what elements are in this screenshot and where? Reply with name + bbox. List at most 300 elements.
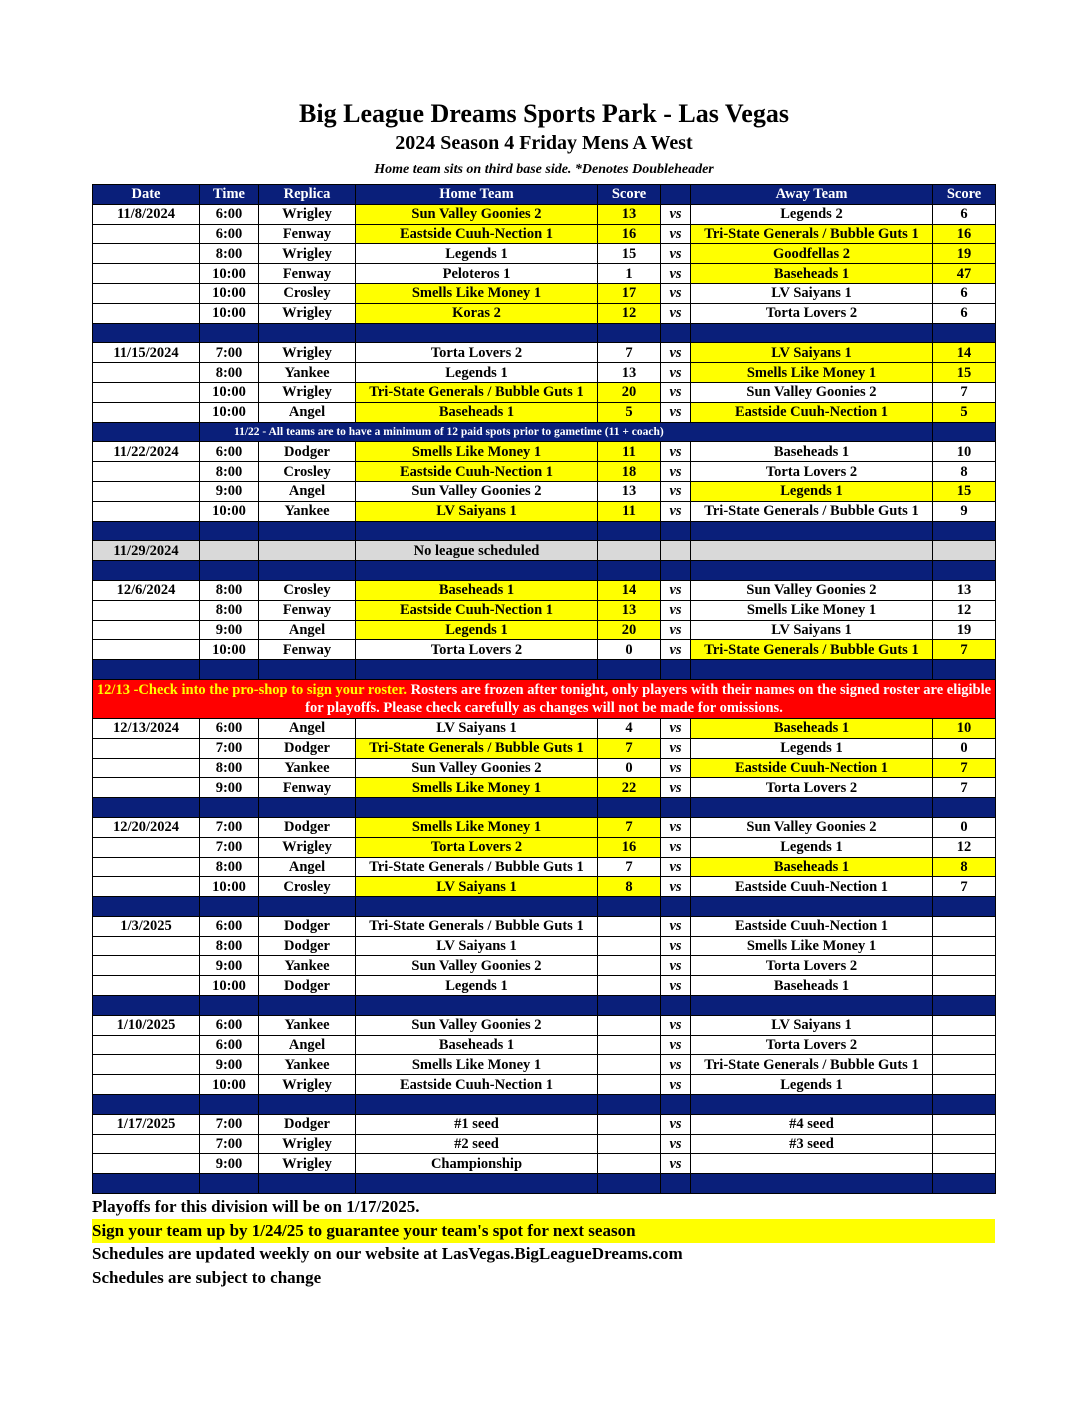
separator-cell: [93, 521, 200, 541]
game-time: 9:00: [200, 620, 259, 640]
separator-cell: [356, 996, 598, 1016]
home-team: #1 seed: [356, 1114, 598, 1134]
separator-cell: [691, 798, 933, 818]
separator-cell: [356, 660, 598, 680]
game-row: [93, 620, 996, 640]
away-team: Baseheads 1: [691, 264, 933, 284]
separator-cell: [661, 798, 691, 818]
empty-cell: [200, 541, 259, 561]
game-replica-field: Yankee: [259, 956, 356, 976]
game-replica-field: Fenway: [259, 264, 356, 284]
home-score: 12: [598, 303, 661, 323]
game-time: 6:00: [200, 204, 259, 224]
game-row: [93, 363, 996, 383]
home-score: 8: [598, 877, 661, 897]
away-score: 5: [933, 402, 996, 422]
header-home-team: Home Team: [356, 185, 598, 205]
separator-cell: [598, 798, 661, 818]
game-replica-field: Dodger: [259, 817, 356, 837]
separator-cell: [661, 521, 691, 541]
game-time: 10:00: [200, 877, 259, 897]
separator-cell: [598, 1095, 661, 1115]
game-replica-field: Dodger: [259, 976, 356, 996]
game-row: [93, 738, 996, 758]
game-row: [93, 1075, 996, 1095]
empty-cell: [933, 541, 996, 561]
vs-label: vs: [661, 1055, 691, 1075]
vs-label: vs: [661, 817, 691, 837]
home-score: 7: [598, 817, 661, 837]
website-note: Schedules are updated weekly on our website at LasVegas.BigLeagueDreams.com: [92, 1244, 683, 1263]
separator-cell: [93, 660, 200, 680]
game-date: [93, 1035, 200, 1055]
home-score: 4: [598, 718, 661, 738]
game-replica-field: Wrigley: [259, 204, 356, 224]
away-score: [933, 956, 996, 976]
home-team: Legends 1: [356, 244, 598, 264]
header-away-score: Score: [933, 185, 996, 205]
empty-cell: [691, 541, 933, 561]
away-team: Sun Valley Goonies 2: [691, 382, 933, 402]
game-time: 10:00: [200, 501, 259, 521]
separator-cell: [259, 1095, 356, 1115]
separator-cell: [356, 897, 598, 917]
away-team: Baseheads 1: [691, 857, 933, 877]
game-time: 6:00: [200, 1035, 259, 1055]
home-score: [598, 916, 661, 936]
separator-cell: [200, 660, 259, 680]
home-score: [598, 1154, 661, 1174]
away-team: LV Saiyans 1: [691, 283, 933, 303]
game-date: [93, 501, 200, 521]
separator-cell: [200, 561, 259, 581]
vs-label: vs: [661, 382, 691, 402]
home-team: LV Saiyans 1: [356, 718, 598, 738]
game-date: [93, 283, 200, 303]
game-time: 9:00: [200, 481, 259, 501]
signup-banner: Sign your team up by 1/24/25 to guarantee your team's spot for next season: [92, 1219, 995, 1243]
separator-cell: [200, 1095, 259, 1115]
no-league-row: [93, 541, 996, 561]
game-replica-field: Dodger: [259, 442, 356, 462]
game-replica-field: Crosley: [259, 580, 356, 600]
away-score: 7: [933, 778, 996, 798]
separator-cell: [933, 422, 996, 442]
vs-label: vs: [661, 343, 691, 363]
game-date: [93, 1154, 200, 1174]
home-score: 7: [598, 857, 661, 877]
game-date: 1/17/2025: [93, 1114, 200, 1134]
home-score: [598, 1035, 661, 1055]
vs-label: vs: [661, 363, 691, 383]
away-team: Legends 1: [691, 738, 933, 758]
away-team: Tri-State Generals / Bubble Guts 1: [691, 1055, 933, 1075]
separator-cell: [691, 561, 933, 581]
game-time: 10:00: [200, 303, 259, 323]
game-row: [93, 343, 996, 363]
empty-cell: [661, 541, 691, 561]
vs-label: vs: [661, 600, 691, 620]
home-team: Sun Valley Goonies 2: [356, 481, 598, 501]
game-time: 8:00: [200, 758, 259, 778]
separator-cell: [691, 897, 933, 917]
vs-label: vs: [661, 204, 691, 224]
game-row: [93, 442, 996, 462]
game-row: [93, 1035, 996, 1055]
header-home-score: Score: [598, 185, 661, 205]
home-score: 16: [598, 224, 661, 244]
home-score: 16: [598, 837, 661, 857]
game-replica-field: Wrigley: [259, 837, 356, 857]
away-team: Eastside Cuuh-Nection 1: [691, 916, 933, 936]
home-team: Smells Like Money 1: [356, 817, 598, 837]
separator-cell: [933, 897, 996, 917]
away-team: Legends 1: [691, 481, 933, 501]
separator-cell: [200, 521, 259, 541]
game-date: [93, 402, 200, 422]
week-separator: [93, 1174, 996, 1194]
game-row: [93, 580, 996, 600]
away-team: Sun Valley Goonies 2: [691, 580, 933, 600]
roster-alert: [93, 679, 996, 718]
away-score: 47: [933, 264, 996, 284]
home-team: Legends 1: [356, 363, 598, 383]
vs-label: vs: [661, 620, 691, 640]
home-score: 20: [598, 620, 661, 640]
separator-cell: [200, 323, 259, 343]
game-time: 9:00: [200, 956, 259, 976]
home-team: Tri-State Generals / Bubble Guts 1: [356, 738, 598, 758]
game-time: 8:00: [200, 363, 259, 383]
separator-cell: [356, 561, 598, 581]
away-score: 13: [933, 580, 996, 600]
home-score: [598, 1055, 661, 1075]
away-team: Smells Like Money 1: [691, 936, 933, 956]
away-team: #3 seed: [691, 1134, 933, 1154]
away-score: [933, 1154, 996, 1174]
game-time: 10:00: [200, 264, 259, 284]
away-team: Tri-State Generals / Bubble Guts 1: [691, 501, 933, 521]
game-replica-field: Dodger: [259, 936, 356, 956]
game-time: 8:00: [200, 936, 259, 956]
home-score: 0: [598, 758, 661, 778]
away-score: 8: [933, 857, 996, 877]
game-date: [93, 600, 200, 620]
game-replica-field: Crosley: [259, 877, 356, 897]
game-row: [93, 1154, 996, 1174]
change-note: Schedules are subject to change: [92, 1268, 322, 1287]
separator-cell: [93, 1095, 200, 1115]
separator-cell: [93, 561, 200, 581]
vs-label: vs: [661, 501, 691, 521]
game-replica-field: Dodger: [259, 1114, 356, 1134]
away-score: 15: [933, 481, 996, 501]
away-score: 10: [933, 718, 996, 738]
game-date: [93, 1055, 200, 1075]
separator-cell: [356, 798, 598, 818]
vs-label: vs: [661, 916, 691, 936]
away-score: 7: [933, 758, 996, 778]
game-time: 6:00: [200, 224, 259, 244]
schedule-body: [93, 204, 996, 1193]
away-score: 0: [933, 817, 996, 837]
away-score: 6: [933, 204, 996, 224]
vs-label: vs: [661, 956, 691, 976]
home-score: 1: [598, 264, 661, 284]
separator-cell: [200, 1174, 259, 1194]
game-date: [93, 382, 200, 402]
away-score: 12: [933, 837, 996, 857]
home-score: 18: [598, 462, 661, 482]
game-date: [93, 620, 200, 640]
header-replica: Replica: [259, 185, 356, 205]
home-score: 13: [598, 363, 661, 383]
game-date: 11/15/2024: [93, 343, 200, 363]
away-score: [933, 1055, 996, 1075]
away-score: 6: [933, 283, 996, 303]
separator-cell: [691, 1095, 933, 1115]
separator-cell: [598, 323, 661, 343]
game-row: [93, 501, 996, 521]
game-date: 12/6/2024: [93, 580, 200, 600]
home-score: 22: [598, 778, 661, 798]
away-score: 16: [933, 224, 996, 244]
game-date: [93, 264, 200, 284]
game-row: [93, 857, 996, 877]
game-date: 12/20/2024: [93, 817, 200, 837]
home-score: 13: [598, 481, 661, 501]
away-score: 7: [933, 877, 996, 897]
home-score: 13: [598, 204, 661, 224]
separator-cell: [933, 996, 996, 1016]
game-replica-field: Wrigley: [259, 244, 356, 264]
header-row: [93, 185, 996, 205]
home-team: Tri-State Generals / Bubble Guts 1: [356, 382, 598, 402]
game-date: [93, 481, 200, 501]
header-time: Time: [200, 185, 259, 205]
game-replica-field: Angel: [259, 857, 356, 877]
vs-label: vs: [661, 1075, 691, 1095]
game-row: [93, 758, 996, 778]
vs-label: vs: [661, 580, 691, 600]
game-date: [93, 837, 200, 857]
game-replica-field: Wrigley: [259, 1075, 356, 1095]
away-score: [933, 936, 996, 956]
home-team: Sun Valley Goonies 2: [356, 1015, 598, 1035]
game-row: [93, 224, 996, 244]
away-team: Eastside Cuuh-Nection 1: [691, 877, 933, 897]
away-score: [933, 1075, 996, 1095]
separator-cell: [661, 996, 691, 1016]
game-row: [93, 640, 996, 660]
vs-label: vs: [661, 857, 691, 877]
separator-cell: [661, 897, 691, 917]
separator-cell: [933, 561, 996, 581]
game-time: 7:00: [200, 1114, 259, 1134]
week-separator: [93, 897, 996, 917]
game-replica-field: Fenway: [259, 640, 356, 660]
game-time: 7:00: [200, 1134, 259, 1154]
vs-label: vs: [661, 264, 691, 284]
game-row: [93, 462, 996, 482]
away-score: 0: [933, 738, 996, 758]
home-team: Eastside Cuuh-Nection 1: [356, 600, 598, 620]
separator-cell: [661, 323, 691, 343]
vs-label: vs: [661, 224, 691, 244]
away-team: Torta Lovers 2: [691, 1035, 933, 1055]
home-team: Sun Valley Goonies 2: [356, 204, 598, 224]
away-team: Smells Like Money 1: [691, 363, 933, 383]
game-row: [93, 244, 996, 264]
home-team: Legends 1: [356, 976, 598, 996]
home-score: 11: [598, 442, 661, 462]
game-date: 11/22/2024: [93, 442, 200, 462]
game-time: 6:00: [200, 916, 259, 936]
vs-label: vs: [661, 758, 691, 778]
notice-text: 11/22 - All teams are to have a minimum of 12 paid spots prior to gametime (11 + coach): [200, 422, 933, 442]
separator-cell: [93, 323, 200, 343]
game-date: [93, 956, 200, 976]
empty-cell: [598, 541, 661, 561]
home-score: [598, 1075, 661, 1095]
game-date: 11/8/2024: [93, 204, 200, 224]
away-score: 19: [933, 620, 996, 640]
playoffs-note: Playoffs for this division will be on 1/17/2025.: [92, 1197, 420, 1216]
away-team: [691, 1154, 933, 1174]
away-team: Smells Like Money 1: [691, 600, 933, 620]
away-team: Torta Lovers 2: [691, 956, 933, 976]
game-replica-field: Fenway: [259, 224, 356, 244]
game-time: 10:00: [200, 402, 259, 422]
game-date: [93, 640, 200, 660]
game-replica-field: Fenway: [259, 778, 356, 798]
separator-cell: [200, 897, 259, 917]
home-team: Tri-State Generals / Bubble Guts 1: [356, 916, 598, 936]
game-row: [93, 283, 996, 303]
game-date: [93, 738, 200, 758]
game-date: 11/29/2024: [93, 541, 200, 561]
separator-cell: [661, 1095, 691, 1115]
home-score: [598, 1015, 661, 1035]
game-row: [93, 1015, 996, 1035]
separator-cell: [661, 660, 691, 680]
separator-cell: [933, 521, 996, 541]
game-date: [93, 224, 200, 244]
home-team: Eastside Cuuh-Nection 1: [356, 1075, 598, 1095]
home-score: 11: [598, 501, 661, 521]
separator-cell: [598, 897, 661, 917]
separator-cell: [93, 1174, 200, 1194]
home-score: 15: [598, 244, 661, 264]
separator-cell: [259, 561, 356, 581]
week-separator: [93, 521, 996, 541]
game-replica-field: Wrigley: [259, 343, 356, 363]
separator-cell: [598, 660, 661, 680]
home-score: [598, 936, 661, 956]
game-replica-field: Crosley: [259, 283, 356, 303]
game-date: 1/3/2025: [93, 916, 200, 936]
home-score: [598, 1134, 661, 1154]
game-time: 9:00: [200, 778, 259, 798]
home-team: Smells Like Money 1: [356, 778, 598, 798]
home-team: Sun Valley Goonies 2: [356, 956, 598, 976]
game-replica-field: Yankee: [259, 1015, 356, 1035]
game-row: [93, 1055, 996, 1075]
away-team: Tri-State Generals / Bubble Guts 1: [691, 224, 933, 244]
game-replica-field: Fenway: [259, 600, 356, 620]
game-time: 9:00: [200, 1055, 259, 1075]
vs-label: vs: [661, 1134, 691, 1154]
week-separator: [93, 996, 996, 1016]
separator-cell: [259, 1174, 356, 1194]
game-date: [93, 1075, 200, 1095]
home-team: Sun Valley Goonies 2: [356, 758, 598, 778]
away-score: [933, 1035, 996, 1055]
separator-cell: [259, 897, 356, 917]
away-team: Legends 1: [691, 1075, 933, 1095]
game-row: [93, 718, 996, 738]
game-row: [93, 778, 996, 798]
away-score: 9: [933, 501, 996, 521]
game-replica-field: Yankee: [259, 363, 356, 383]
game-time: 8:00: [200, 600, 259, 620]
game-date: [93, 244, 200, 264]
home-score: [598, 956, 661, 976]
vs-label: vs: [661, 718, 691, 738]
roster-alert-row: [93, 679, 996, 718]
separator-cell: [356, 521, 598, 541]
away-score: 15: [933, 363, 996, 383]
away-team: LV Saiyans 1: [691, 343, 933, 363]
game-row: [93, 1114, 996, 1134]
separator-cell: [598, 1174, 661, 1194]
separator-cell: [93, 996, 200, 1016]
game-replica-field: Crosley: [259, 462, 356, 482]
away-score: [933, 1134, 996, 1154]
separator-cell: [933, 660, 996, 680]
away-score: 19: [933, 244, 996, 264]
game-time: 6:00: [200, 442, 259, 462]
game-row: [93, 976, 996, 996]
game-date: [93, 1134, 200, 1154]
away-team: Goodfellas 2: [691, 244, 933, 264]
home-score: 20: [598, 382, 661, 402]
separator-cell: [598, 996, 661, 1016]
separator-cell: [598, 561, 661, 581]
game-row: [93, 956, 996, 976]
home-score: [598, 1114, 661, 1134]
separator-cell: [356, 323, 598, 343]
game-time: 8:00: [200, 244, 259, 264]
away-team: Torta Lovers 2: [691, 462, 933, 482]
separator-cell: [356, 1174, 598, 1194]
away-team: Baseheads 1: [691, 976, 933, 996]
game-time: 7:00: [200, 817, 259, 837]
separator-cell: [691, 521, 933, 541]
away-team: Tri-State Generals / Bubble Guts 1: [691, 640, 933, 660]
home-team: Torta Lovers 2: [356, 343, 598, 363]
separator-cell: [598, 521, 661, 541]
separator-cell: [661, 561, 691, 581]
game-replica-field: Wrigley: [259, 303, 356, 323]
separator-cell: [259, 996, 356, 1016]
game-row: [93, 916, 996, 936]
game-replica-field: Dodger: [259, 916, 356, 936]
game-row: [93, 817, 996, 837]
header-date: Date: [93, 185, 200, 205]
game-row: [93, 303, 996, 323]
game-time: 6:00: [200, 718, 259, 738]
